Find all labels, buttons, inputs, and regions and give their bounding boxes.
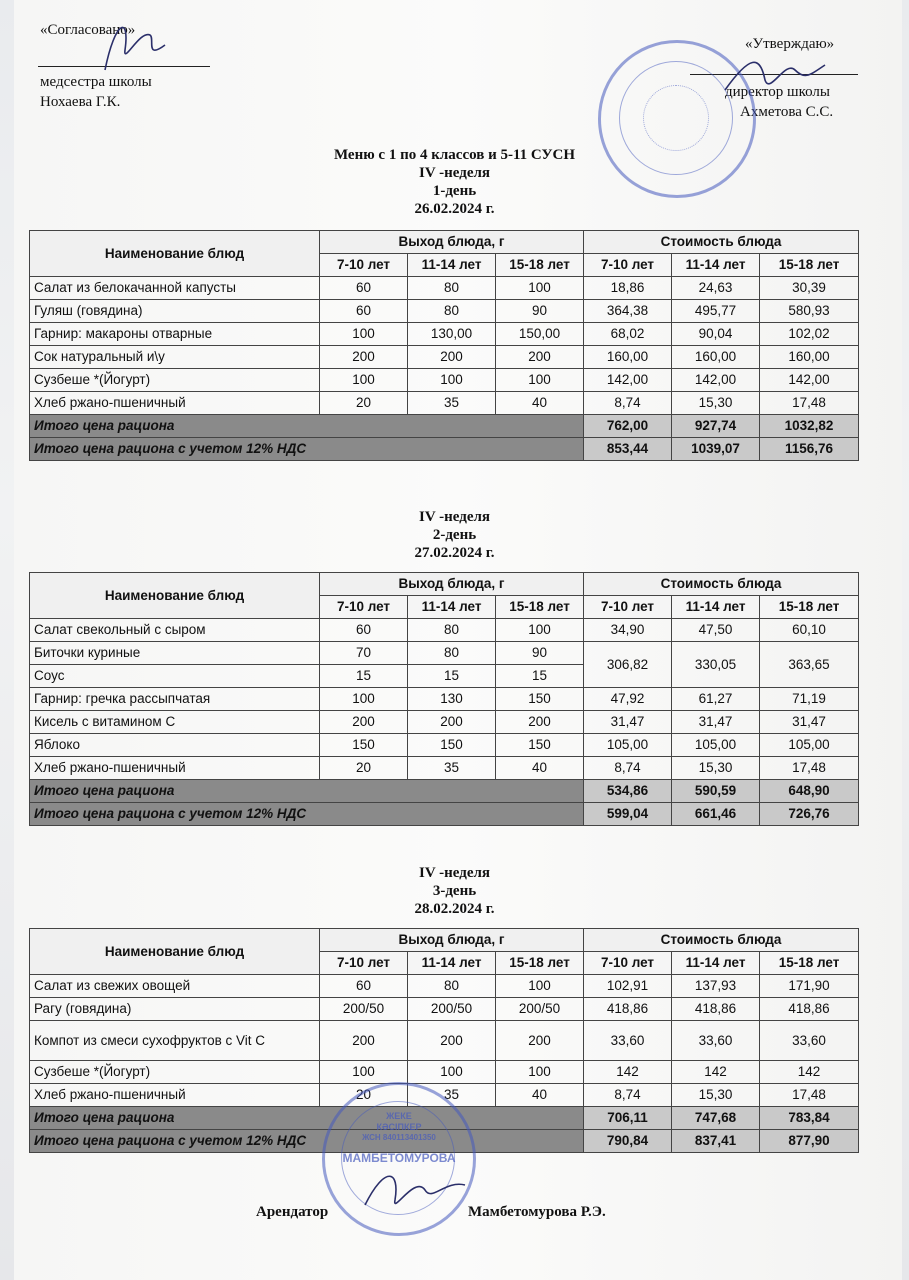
day1-day: 1-день	[432, 183, 477, 199]
table-row: Сузбеше *(Йогурт) 100 100 100 142,00 142,00 142,00	[30, 369, 859, 392]
total-vat-row: Итого цена рациона с учетом 12% НДС 853,44 1039,07 1156,76	[30, 438, 859, 461]
age-header: 7-10 лет	[320, 254, 408, 277]
age-header: 7-10 лет	[584, 596, 672, 619]
age-header: 11-14 лет	[672, 952, 760, 975]
director-name: Ахметова С.С.	[740, 104, 834, 120]
table-row: Сок натуральный и\у 200 200 200 160,00 160,00 160,00	[30, 346, 859, 369]
table-row: Хлеб ржано-пшеничный 20 35 40 8,74 15,30 17,48	[30, 1084, 859, 1107]
age-header: 7-10 лет	[584, 254, 672, 277]
nurse-name: Нохаева Г.К.	[40, 94, 121, 110]
table-row: Гуляш (говядина) 60 80 90 364,38 495,77 580,93	[30, 300, 859, 323]
age-header: 15-18 лет	[496, 596, 584, 619]
col-name-header: Наименование блюд	[30, 573, 320, 619]
col-yield-header: Выход блюда, г	[320, 231, 584, 254]
age-header: 15-18 лет	[496, 254, 584, 277]
table-row: Салат из белокачанной капусты 60 80 100 18,86 24,63 30,39	[30, 277, 859, 300]
nurse-role: медсестра школы	[40, 74, 152, 90]
menu-table-day2	[29, 572, 859, 826]
approved-label: «Утверждаю»	[745, 36, 835, 52]
table-row: Биточки куриные 70 80 90 306,82 330,05 363,65	[30, 642, 859, 665]
director-signature	[720, 50, 830, 100]
table-row: Рагу (говядина) 200/50 200/50 200/50 418,86 418,86 418,86	[30, 998, 859, 1021]
table-row: Гарнир: макароны отварные 100 130,00 150,00 68,02 90,04 102,02	[30, 323, 859, 346]
lessee-signature	[360, 1160, 470, 1220]
total-vat-row: Итого цена рациона с учетом 12% НДС 790,84 837,41 877,90	[30, 1130, 859, 1153]
menu-title: Меню с 1 по 4 классов и 5-11 СУСН	[333, 147, 576, 163]
day2-week: IV -неделя	[418, 509, 491, 525]
day3-week: IV -неделя	[418, 865, 491, 881]
lessee-name: Мамбетомурова Р.Э.	[468, 1204, 606, 1220]
day1-week: IV -неделя	[418, 165, 491, 181]
col-yield-header: Выход блюда, г	[320, 929, 584, 952]
table-row: Салат из свежих овощей 60 80 100 102,91 137,93 171,90	[30, 975, 859, 998]
lessee-stamp: ЖЕКЕ КӘСІПКЕР ЖСН 840113401350 МАМБЕТОМУРОВА	[322, 1082, 476, 1236]
age-header: 11-14 лет	[672, 596, 760, 619]
table-row: Яблоко 150 150 150 105,00 105,00 105,00	[30, 734, 859, 757]
age-header: 11-14 лет	[408, 254, 496, 277]
age-header: 15-18 лет	[760, 254, 859, 277]
day2-date: 27.02.2024 г.	[414, 545, 495, 561]
table-row: Хлеб ржано-пшеничный 20 35 40 8,74 15,30 17,48	[30, 757, 859, 780]
day3-day: 3-день	[432, 883, 477, 899]
age-header: 15-18 лет	[760, 596, 859, 619]
col-name-header: Наименование блюд	[30, 231, 320, 277]
age-header: 7-10 лет	[320, 596, 408, 619]
total-row: Итого цена рациона 706,11 747,68 783,84	[30, 1107, 859, 1130]
total-row: Итого цена рациона 534,86 590,59 648,90	[30, 780, 859, 803]
director-role: директор школы	[725, 84, 830, 100]
total-vat-row: Итого цена рациона с учетом 12% НДС 599,04 661,46 726,76	[30, 803, 859, 826]
age-header: 11-14 лет	[672, 254, 760, 277]
table-row: Соус 15 15 15	[30, 665, 859, 688]
col-cost-header: Стоимость блюда	[584, 573, 859, 596]
day3-date: 28.02.2024 г.	[414, 901, 495, 917]
total-row: Итого цена рациона 762,00 927,74 1032,82	[30, 415, 859, 438]
table-row: Компот из смеси сухофруктов с Vit C 200 200 200 33,60 33,60 33,60	[30, 1021, 859, 1061]
table-row: Салат свекольный с сыром 60 80 100 34,90 47,50 60,10	[30, 619, 859, 642]
age-header: 11-14 лет	[408, 952, 496, 975]
age-header: 7-10 лет	[320, 952, 408, 975]
age-header: 11-14 лет	[408, 596, 496, 619]
table-row: Кисель с витамином С 200 200 200 31,47 31,47 31,47	[30, 711, 859, 734]
col-cost-header: Стоимость блюда	[584, 929, 859, 952]
age-header: 15-18 лет	[496, 952, 584, 975]
day1-date: 26.02.2024 г.	[414, 201, 495, 217]
nurse-signature	[95, 10, 175, 80]
col-name-header: Наименование блюд	[30, 929, 320, 975]
table-row: Хлеб ржано-пшеничный 20 35 40 8,74 15,30 17,48	[30, 392, 859, 415]
age-header: 15-18 лет	[760, 952, 859, 975]
day2-day: 2-день	[432, 527, 477, 543]
lessee-label: Арендатор	[256, 1204, 329, 1220]
age-header: 7-10 лет	[584, 952, 672, 975]
agreed-label: «Согласовано»	[40, 22, 136, 38]
table-row: Гарнир: гречка рассыпчатая 100 130 150 47,92 61,27 71,19	[30, 688, 859, 711]
table-row: Сузбеше *(Йогурт) 100 100 100 142 142 142	[30, 1061, 859, 1084]
col-cost-header: Стоимость блюда	[584, 231, 859, 254]
col-yield-header: Выход блюда, г	[320, 573, 584, 596]
menu-table-day1	[29, 230, 859, 461]
